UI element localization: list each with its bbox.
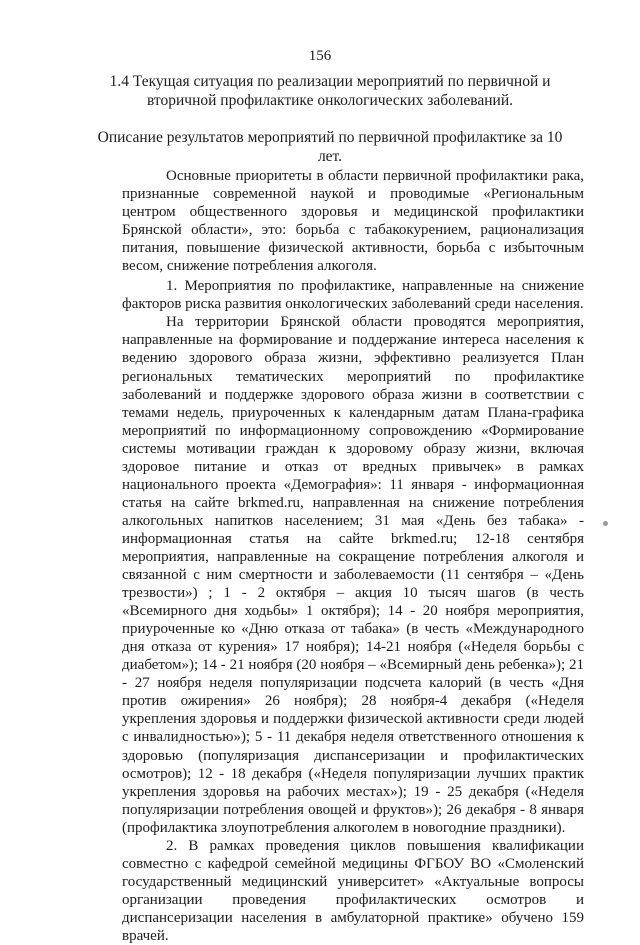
paragraph-qualification: 2. В рамках проведения циклов повышения квалификации совместно с кафедрой семейной медицины ФГБОУ ВО «Смоленский государственный медицинский университет» «Актуальные вопросы организации проведения профилактических осмотров и диспансеризации населения в амбулаторной практике» обучено 159 врачей.	[122, 837, 584, 944]
paragraph-regional-events: На территории Брянской области проводятся мероприятия, направленные на формирование и поддержание интереса населения к ведению здорового образа жизни, эффективно реализуется План региональных тематических мероприятий по профилактике заболеваний и поддержке здорового образа жизни в соответствии с темами недель, приуроченных к календарным датам Плана-графика мероприятий по информационному сопровождению «Формирование системы мотивации граждан к здоровому образу жизни, включая здоровое питание и отказ от вредных привычек» в рамках национального проекта «Демография»: 11 января - информационная статья на сайте brkmed.ru, направленная на снижение потребления алкогольных напитков населением; 31 мая «День без табака» - информационная статья на сайте brkmed.ru; 12-18 сентября мероприятия, направленные на сокращение потребления алкоголя и связанной с ним смертности и заболеваемости (11 сентября – «День трезвости») ; 1 - 2 октября – акция 10 тысяч шагов (в честь «Всемирного дня ходьбы» 1 октября); 14 - 20 ноября мероприятия, приуроченные ко «Дню отказа от табака» (в честь «Международного дня отказа от курения» 17 ноября); 14-21 ноября («Неделя борьбы с диабетом»); 14 - 21 ноября (20 ноября – «Всемирный день ребенка»); 21 - 27 ноября неделя популяризации подсчета калорий (в честь «Дня против ожирения» 26 ноября); 28 ноября-4 декабря («Неделя укрепления здоровья и поддержки физической активности среди людей с инвалидностью»); 5 - 11 декабря неделя ответственного отношения к здоровью (популяризация диспансеризации и профилактических осмотров); 12 - 18 декабря («Неделя популяризации лучших практик укрепления здоровья на рабочих местах»); 19 - 25 декабря («Неделя популяризации потребления овощей и фруктов»); 26 декабря - 8 января (профилактика злоупотребления алкоголем в новогодние праздники).	[122, 314, 584, 836]
scan-mark	[603, 521, 608, 526]
section-subheading: Описание результатов мероприятий по первичной профилактике за 10 лет.	[97, 129, 563, 165]
paragraph-priorities: Основные приоритеты в области первичной профилактики рака, признанные современной наукой и проводимые «Региональным центром общественного здоровья и медицинской профилактики Брянской области», это: борьба с табакокурением, рационализация питания, повышение физической активности, борьба с избыточным весом, снижение потребления алкоголя.	[122, 168, 584, 275]
page-number: 156	[308, 48, 332, 64]
section-heading: 1.4 Текущая ситуация по реализации мероприятий по первичной и вторичной профилактике онкологических заболеваний.	[109, 73, 551, 109]
body-text	[122, 167, 584, 945]
paragraph-risk-factors: 1. Мероприятия по профилактике, направленные на снижение факторов риска развития онкологических заболеваний среди населения.	[122, 278, 584, 313]
